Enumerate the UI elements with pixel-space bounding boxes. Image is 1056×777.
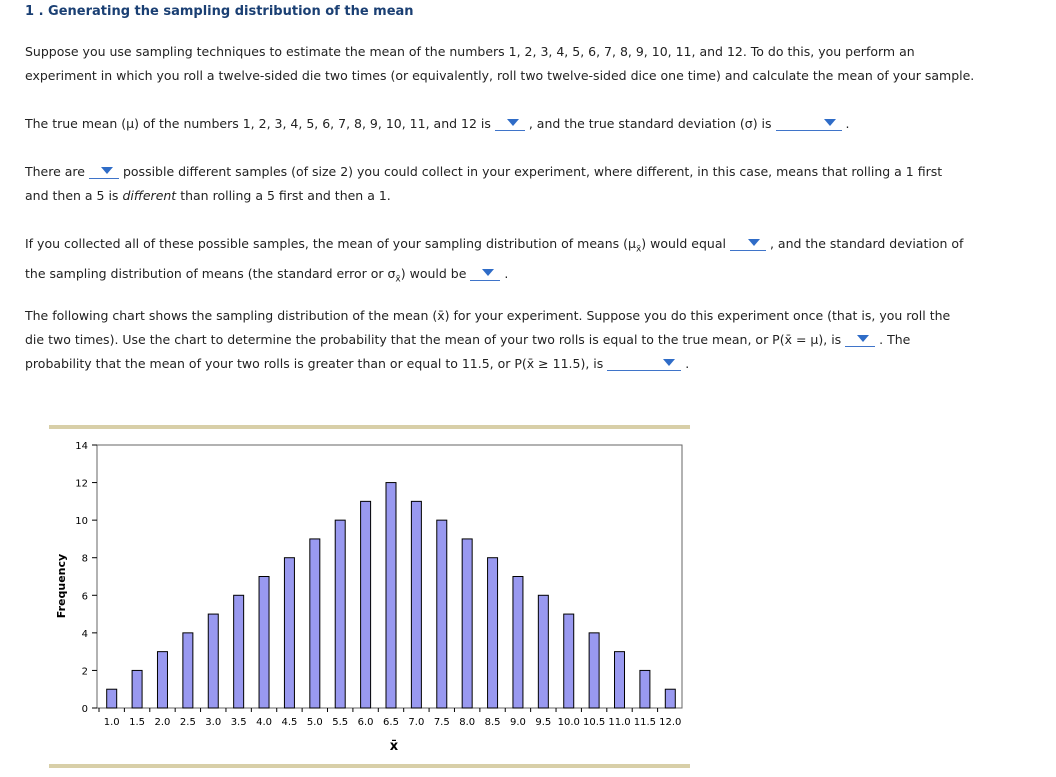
x-tick-label: 3.5 [230,717,247,728]
bar [234,595,244,708]
x-tick-label: 7.0 [408,717,425,728]
sampling-mean-paragraph: If you collected all of these possible samples, the mean of your sampling distribution of means $(\mu_{x̄})$ would equal , and the standard deviation of the sampling distribution of means (the standard error or $\sigma_{x̄}$) would be . [25,236,964,284]
x-tick-label: 7.5 [433,717,450,728]
intro-paragraph: Suppose you use sampling techniques to estimate the mean of the numbers 1, 2, 3, 4, 5, 6, 7, 8, 9, 10, 11, and 12. To do this, you perform an experiment in which you roll a twelve-sided die two times (or equivalently, roll two twelve-sided dice one time) and calculate the mean of your sample. [25,44,975,83]
bar [564,614,574,708]
x-tick-label: 6.0 [357,717,374,728]
x-tick-label: 3.0 [205,717,222,728]
x-tick-label: 1.0 [103,717,120,728]
x-tick-label: 2.5 [179,717,196,728]
bar [284,558,294,708]
x-tick-label: 2.0 [154,717,171,728]
bar [259,577,269,709]
bar [665,689,675,708]
y-tick-label: 2 [81,666,88,678]
bar [589,633,599,708]
question-title: 1 . Generating the sampling distribution of the mean [25,4,414,19]
chart-svg [49,429,690,772]
bar [361,501,371,708]
x-tick-label: 4.0 [256,717,272,728]
x-tick-label: 8.5 [484,717,501,728]
x-tick-label: 5.0 [306,717,323,728]
samples-paragraph: There are possible different samples (of size 2) you could collect in your experiment, where different, in this case, means that rolling a 1 first and then a 5 is different than rolling a 5 first and then a 1. [25,164,943,203]
bar [208,614,218,708]
bar [157,652,167,708]
x-tick-label: 8.0 [459,717,476,728]
bar [488,558,498,708]
bar [132,670,142,708]
prob-ge-11-5-dropdown[interactable] [607,355,681,371]
bar [538,595,548,708]
y-tick-label: 8 [81,553,88,565]
x-tick-label: 6.5 [383,717,399,728]
x-tick-label: 4.5 [281,717,298,728]
bar [640,670,650,708]
true-sd-dropdown[interactable] [776,115,842,131]
x-tick-label: 9.5 [535,717,552,728]
standard-error-dropdown[interactable] [470,265,500,281]
bar [107,689,117,708]
chevron-down-icon [101,167,113,174]
bar [310,539,320,708]
bar [183,633,193,708]
x-tick-label: 11.5 [633,717,657,728]
x-tick-label: 10.5 [582,717,606,728]
x-tick-label: 12.0 [659,717,682,728]
x-tick-label: 9.0 [509,717,526,728]
y-tick-label: 4 [81,628,88,640]
bar [513,577,523,709]
y-tick-label: 14 [75,441,88,452]
chevron-down-icon [482,269,494,276]
x-tick-label: 1.5 [129,717,146,728]
chevron-down-icon [824,119,836,126]
num-samples-dropdown[interactable] [89,163,119,179]
y-tick-label: 0 [81,704,88,715]
probability-paragraph: The following chart shows the sampling distribution of the mean (x̄) for your experiment. Suppose you do this experiment once (that is, you roll the die two times). Use the chart to determine the probability that the mean of your two rolls is equal to the true mean, or P(x̄ = μ), is . The probability that the mean of your two rolls is greater than or equal to 11.5, or P(x̄ ≥ 11.5), is . [25,308,951,371]
sampling-mean-dropdown[interactable] [730,235,766,251]
bar [335,520,345,708]
bar [437,520,447,708]
bar [386,483,396,708]
sampling-distribution-chart [49,425,690,768]
x-tick-label: 5.5 [332,717,349,728]
bar [615,652,625,708]
y-axis-label: Frequency [55,553,68,619]
true-mean-paragraph: The true mean (μ) of the numbers 1, 2, 3, 4, 5, 6, 7, 8, 9, 10, 11, and 12 is , and the true standard deviation (σ) is . [25,116,850,131]
y-tick-label: 10 [75,516,88,528]
bar [411,501,421,708]
true-mean-dropdown[interactable] [495,115,525,131]
chevron-down-icon [507,119,519,126]
x-axis-label: x̄ [389,739,399,754]
chevron-down-icon [857,335,869,342]
x-tick-label: 10.0 [557,717,580,728]
prob-equal-mean-dropdown[interactable] [845,331,875,347]
bar [462,539,472,708]
chevron-down-icon [663,359,675,366]
chevron-down-icon [748,239,760,246]
y-tick-label: 6 [81,591,88,603]
y-tick-label: 12 [75,478,88,490]
x-tick-label: 11.0 [608,717,631,728]
